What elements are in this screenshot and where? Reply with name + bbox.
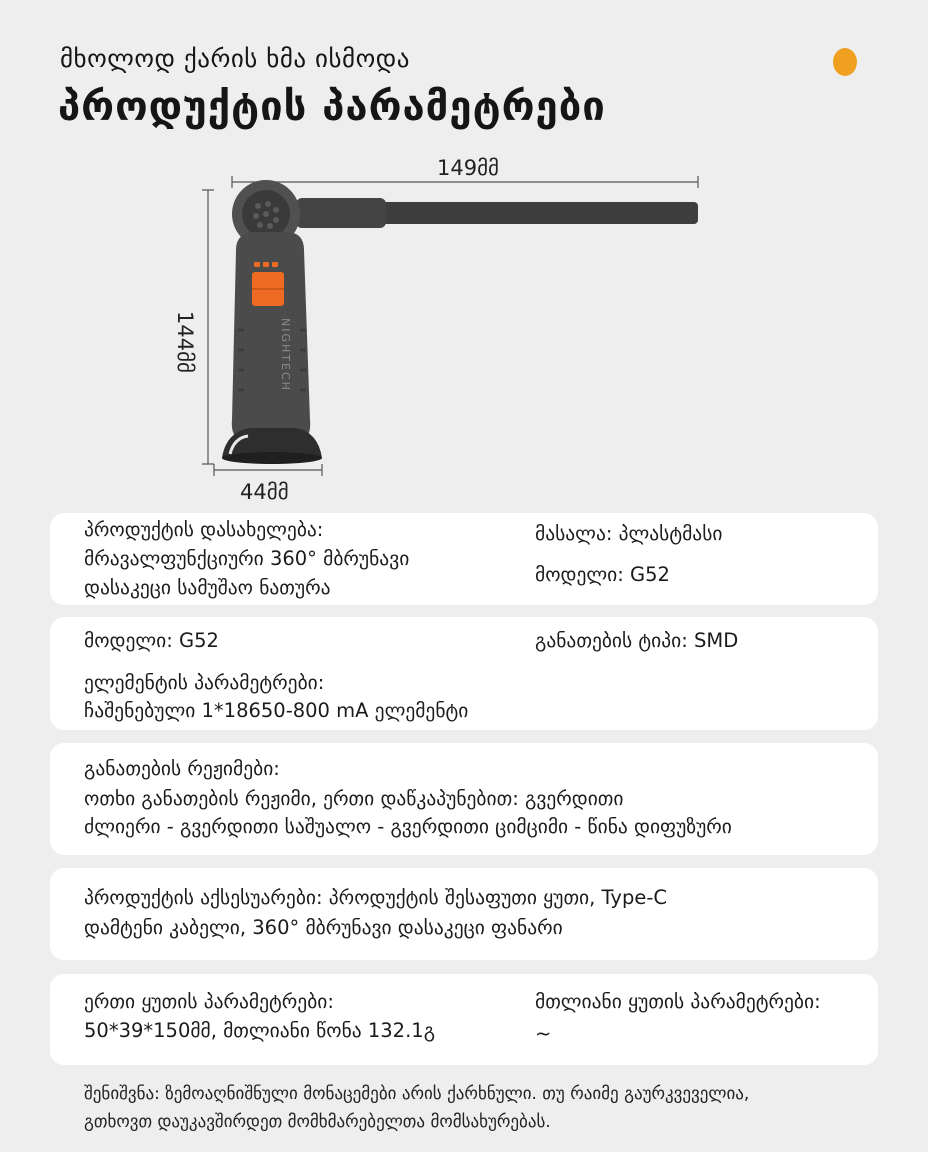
spec-text: მასალა: პლასტმასი — [535, 522, 723, 545]
page-subtitle: მხოლოდ ქარის ხმა ისმოდა — [60, 44, 410, 73]
spec-text: მთლიანი ყუთის პარამეტრები: — [535, 990, 821, 1013]
spec-text: მოდელი: G52 — [535, 563, 670, 586]
spec-text: ოთხი განათების რეჟიმი, ერთი დაწკაპუნებით: გვერდითი — [84, 787, 624, 810]
spec-text: დასაკეცი სამუშაო ნათურა — [84, 576, 331, 599]
base-dimension-line — [214, 464, 322, 476]
spec-text: ძლიერი - გვერდითი საშუალო - გვერდითი ციმციმი - წინა დიფუზური — [84, 815, 732, 838]
spec-text: ~ — [535, 1022, 552, 1045]
spec-text: 50*39*150მმ, მთლიანი წონა 132.1გ — [84, 1019, 436, 1042]
lamp-body — [232, 232, 310, 446]
spec-card-light-modes — [50, 743, 878, 855]
page-title: პროდუქტის პარამეტრები — [58, 84, 606, 130]
spec-text: განათების რეჟიმები: — [84, 757, 280, 780]
spec-text: ერთი ყუთის პარამეტრები: — [84, 990, 334, 1013]
spec-card-product-name — [50, 513, 878, 605]
spec-text: განათების ტიპი: SMD — [535, 629, 739, 652]
width-dimension-label: 149მმ — [437, 156, 500, 180]
footer-note — [84, 1080, 749, 1136]
height-dimension-label: 144მმ — [173, 310, 197, 374]
product-illustration — [0, 0, 928, 520]
spec-card-box — [50, 974, 878, 1065]
footer-note-line: შენიშვნა: ზემოაღნიშნული მონაცემები არის ქარხნული. თუ რაიმე გაურკვეველია, — [84, 1084, 750, 1104]
spec-card-model — [50, 617, 878, 730]
footer-note-line: გთხოვთ დაუკავშირდეთ მომხმარებელთა მომსახურებას. — [84, 1112, 551, 1132]
spec-text: პროდუქტის დასახელება: — [84, 518, 324, 541]
spec-text: ჩაშენებული 1*18650-800 mA ელემენტი — [84, 699, 469, 722]
spec-text: პროდუქტის აქსესუარები: პროდუქტის შესაფუთი ყუთი, Type-C — [84, 886, 667, 909]
base-dimension-label: 44მმ — [240, 480, 289, 504]
spec-card-accessories — [50, 868, 878, 960]
spec-text: მრავალფუნქციური 360° მბრუნავი — [84, 547, 410, 570]
spec-text: დამტენი კაბელი, 360° მბრუნავი დასაკეცი ფანარი — [84, 916, 563, 939]
spec-text: ელემენტის პარამეტრები: — [84, 671, 325, 694]
product-figure — [0, 0, 928, 520]
lamp-brand-text: NIGHTECH — [279, 318, 292, 392]
height-dimension-line — [202, 190, 214, 464]
spec-text: მოდელი: G52 — [84, 629, 219, 652]
